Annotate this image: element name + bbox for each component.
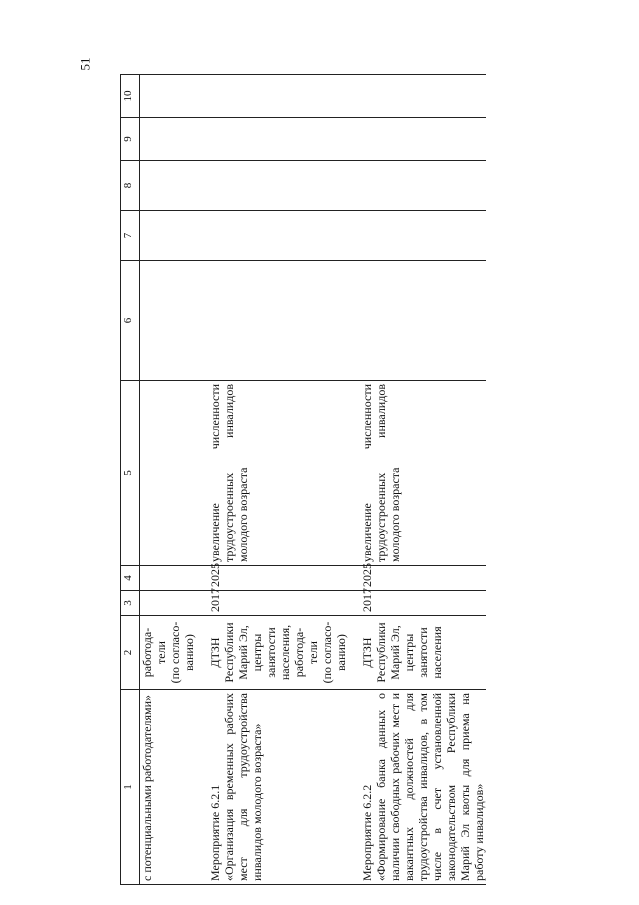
measures-table [120,74,486,885]
cell-executor: работода- тели (по согласо- ванию) [140,616,197,690]
cell-measure: Мероприятие 6.2.2 «Формирование банка данных о наличии свободных рабочих мест и вакантных должностей для трудоустройства инвалидов, в том числе в счет установленной законодательством Республики Марий Эл квоты для приема на работу инвалидов» [360,690,486,885]
cell-end-year [140,566,197,591]
header-cell: 8 [121,161,140,211]
cell-start-year: 2017 [360,591,486,616]
cell-end-year: 2025 [208,566,348,591]
header-cell: 5 [121,381,140,566]
cell-result: увеличение численности трудоустроенных инвалидов молодого возраста [208,381,348,566]
cell-start-year: 2017 [208,591,348,616]
cell-measure: с потенциальными работодателями» [140,690,197,885]
header-row [121,75,140,885]
header-cell: 1 [121,690,140,885]
header-cell: 4 [121,566,140,591]
header-cell: 7 [121,211,140,261]
header-cell: 9 [121,118,140,161]
cell-result [140,381,197,566]
table-row [360,75,486,885]
cell-executor: ДТЗН Республики Марий Эл, центры занятости населения, работода- тели (по согласо- ванию) [208,616,348,690]
cell-executor: ДТЗН Республики Марий Эл, центры занятости населения [360,616,486,690]
header-cell: 6 [121,261,140,381]
rotated-table-container [120,75,520,885]
cell-start-year [140,591,197,616]
header-cell: 3 [121,591,140,616]
table-row [208,75,348,885]
header-cell: 10 [121,75,140,118]
cell-end-year: 2025 [360,566,486,591]
table-row [140,75,197,885]
page-number: 51 [77,57,93,71]
header-cell: 2 [121,616,140,690]
cell-measure: Мероприятие 6.2.1 «Организация временных рабочих мест для трудоустройства инвалидов молодого возраста» [208,690,348,885]
cell-result: увеличение численности трудоустроенных инвалидов молодого возраста [360,381,486,566]
